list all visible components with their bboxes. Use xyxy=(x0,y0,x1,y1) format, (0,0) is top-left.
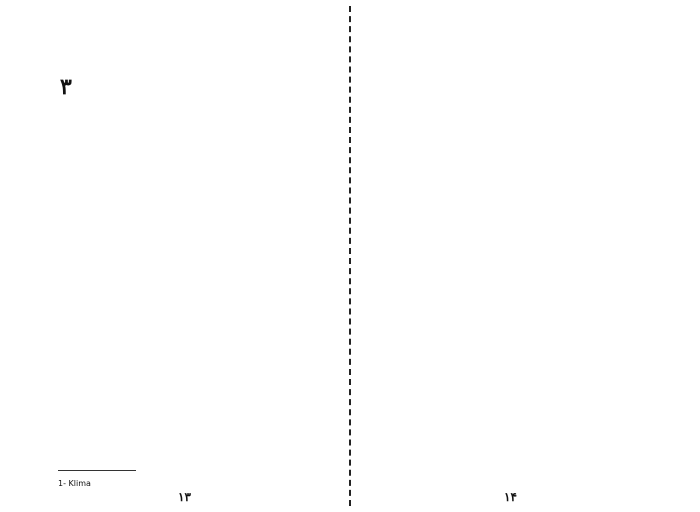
text-line xyxy=(58,320,330,340)
right-page xyxy=(352,0,700,512)
text-line xyxy=(58,400,330,420)
text-line xyxy=(58,120,330,140)
text-line xyxy=(386,224,664,244)
text-line xyxy=(386,184,664,204)
text-line xyxy=(58,140,330,160)
text-line xyxy=(386,264,664,284)
text-line xyxy=(386,84,664,104)
text-line xyxy=(58,260,330,280)
page-number: ۱۴ xyxy=(504,490,517,504)
text-line xyxy=(386,204,664,224)
text-line xyxy=(386,424,664,444)
chapter-number: ۳ xyxy=(60,74,72,100)
text-line xyxy=(386,304,664,324)
right-page-text xyxy=(386,24,664,484)
text-line xyxy=(386,44,664,64)
left-page-text xyxy=(58,120,330,480)
page-gutter-divider xyxy=(349,6,351,506)
page-number: ۱۳ xyxy=(178,490,191,504)
footnote: 1- Klima xyxy=(58,479,91,488)
text-line xyxy=(386,464,664,484)
text-line xyxy=(58,280,330,300)
text-line xyxy=(386,384,664,404)
text-line xyxy=(58,380,330,400)
text-line xyxy=(58,300,330,320)
text-line xyxy=(386,324,664,344)
text-line xyxy=(58,160,330,180)
text-line xyxy=(58,420,330,440)
text-line xyxy=(386,124,664,144)
footnote-divider xyxy=(58,470,136,471)
text-line xyxy=(386,244,664,264)
text-line xyxy=(386,284,664,304)
text-line xyxy=(58,440,330,460)
text-line xyxy=(58,200,330,220)
text-line xyxy=(58,220,330,240)
text-line xyxy=(386,444,664,464)
text-line xyxy=(386,64,664,84)
text-line xyxy=(386,404,664,424)
text-line xyxy=(58,360,330,380)
text-line xyxy=(386,364,664,384)
text-line xyxy=(386,104,664,124)
text-line xyxy=(58,180,330,200)
text-line xyxy=(58,340,330,360)
text-line xyxy=(386,344,664,364)
text-line xyxy=(58,240,330,260)
text-line xyxy=(386,164,664,184)
text-line xyxy=(386,24,664,44)
text-line xyxy=(386,144,664,164)
